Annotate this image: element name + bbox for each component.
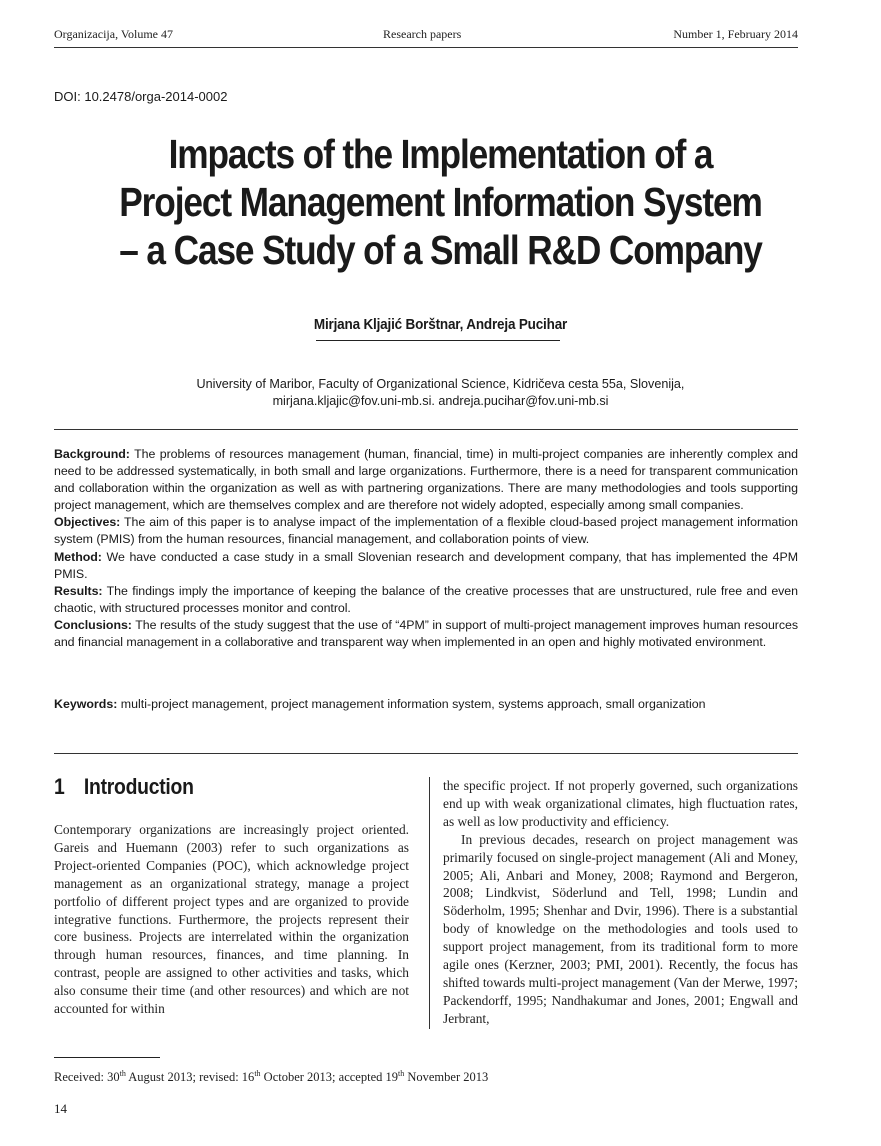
objectives-text: The aim of this paper is to analyse impact of the implementation of a flexible cloud-based project management information system (PMIS) from the human resources, financial management, and collaboration points of view. (54, 515, 798, 547)
method-label: Method: (54, 549, 102, 564)
section-type: Research papers (383, 27, 462, 41)
abstract-conclusions (54, 617, 798, 651)
body-column-right (443, 777, 798, 1028)
received-text: Received: 30 (54, 1070, 120, 1085)
abstract-bottom-rule (54, 753, 798, 754)
revised-text: August 2013; revised: 16 (125, 1070, 255, 1085)
title-line-1: Impacts of the Implementation of a (168, 131, 713, 177)
abstract-method (54, 549, 798, 583)
results-label: Results: (54, 583, 103, 598)
accepted-text: October 2013; accepted 19 (260, 1070, 398, 1085)
conclusions-text: The results of the study suggest that the use of “4PM” in support of multi-project management improves human resources and financial management in a collaborative and transparent way when implemented in an open and highly motivated environment. (54, 617, 798, 650)
section-number: 1 (54, 774, 65, 799)
header-rule (54, 47, 798, 48)
paper-title (87, 130, 793, 274)
paragraph: Contemporary organizations are increasingly project oriented. Gareis and Huemann (2003) refer to such organizations as Project-oriented Companies (POC), which acknowledge project management as an organizational strategy, manage a project portfolio of different project types and are organized to provide integrative functions. Furthermore, the projects represent their core business. Projects are interrelated within the organization through human resources, finances, and time planning. In contrast, people are assigned to other activities and tasks, which also consume their time (and other resources) and which are not accounted for within (54, 822, 409, 1017)
keywords-text: multi-project management, project management information system, systems approach, small organization (117, 697, 706, 711)
ordinal-sup: th (398, 1069, 405, 1078)
affiliation-emails[interactable]: mirjana.kljajic@fov.uni-mb.si. andreja.pucihar@fov.uni-mb.si (272, 394, 609, 408)
paragraph: the specific project. If not properly governed, such organizations end up with weak organizational climates, high fluctuation rates, as well as low productivity and efficiency. (443, 778, 798, 829)
title-line-2: Project Management Information System (119, 179, 762, 225)
paragraph: In previous decades, research on project management was primarily focused on single-project management (Ali and Money, 2005; Ali, Anbari and Money, 2008; Raymond and Bergeron, 2008; Lindkvist, Söderlund and Tell, 1998; Lundin and Söderholm, 1995; Shenhar and Dvir, 1996). There is a substantial body of knowledge on the methodologies and tools used to support project management, from its traditional form to more agile ones (Kerzner, 2003; PMI, 2001). Recently, the focus has shifted towards multi-project management (Van der Merwe, 1997; Packendorff, 1995; Nandhakumar and Jones, 2001; Engwall and Jerbrant, (443, 831, 798, 1026)
abstract (54, 446, 798, 651)
objectives-label: Objectives: (54, 515, 121, 530)
ordinal-sup: th (254, 1069, 261, 1078)
doi[interactable]: DOI: 10.2478/orga-2014-0002 (54, 89, 228, 104)
keywords (54, 696, 798, 713)
authors: Mirjana Kljajić Borštnar, Andreja Pucihar (313, 316, 568, 333)
abstract-top-rule (54, 429, 798, 430)
accepted-month: November 2013 (404, 1070, 489, 1085)
method-text: We have conducted a case study in a small Slovenian research and development company, that has implemented the 4PM PMIS. (54, 549, 798, 581)
journal-volume: Organizacija, Volume 47 (54, 27, 173, 41)
running-header (54, 27, 798, 43)
abstract-objectives (54, 514, 798, 548)
affiliation (0, 376, 881, 410)
conclusions-label: Conclusions: (54, 617, 132, 632)
section-heading (54, 774, 194, 800)
column-divider (429, 777, 430, 1029)
section-title: Introduction (83, 774, 194, 799)
background-label: Background: (54, 447, 130, 461)
body-column-left (54, 821, 409, 1018)
abstract-results (54, 583, 798, 617)
issue-date: Number 1, February 2014 (673, 27, 798, 41)
abstract-background (54, 446, 798, 514)
keywords-label: Keywords: (54, 697, 118, 711)
page-number: 14 (54, 1101, 67, 1116)
author-rule (316, 340, 560, 341)
footnote-dates (54, 1069, 488, 1085)
footnote-rule (54, 1057, 160, 1058)
background-text: The problems of resources management (human, financial, time) in multi-project companies are inherently complex and need to be addressed systematically, in both small and large organizations. Furthermore, there is a need for transparent communication and collaboration within the organization as well as with partnering organizations. There are many methodologies and tools supporting project management, which are themselves complex and are therefore not widely adopted, especially among small companies. (54, 447, 798, 513)
title-line-3: – a Case Study of a Small R&D Company (119, 227, 762, 273)
ordinal-sup: th (119, 1069, 126, 1078)
results-text: The findings imply the importance of keeping the balance of the creative processes that are unstructured, rule free and even chaotic, with structured processes monitor and control. (54, 583, 798, 615)
affiliation-address: University of Maribor, Faculty of Organizational Science, Kidričeva cesta 55a, Slovenija, (196, 377, 685, 391)
